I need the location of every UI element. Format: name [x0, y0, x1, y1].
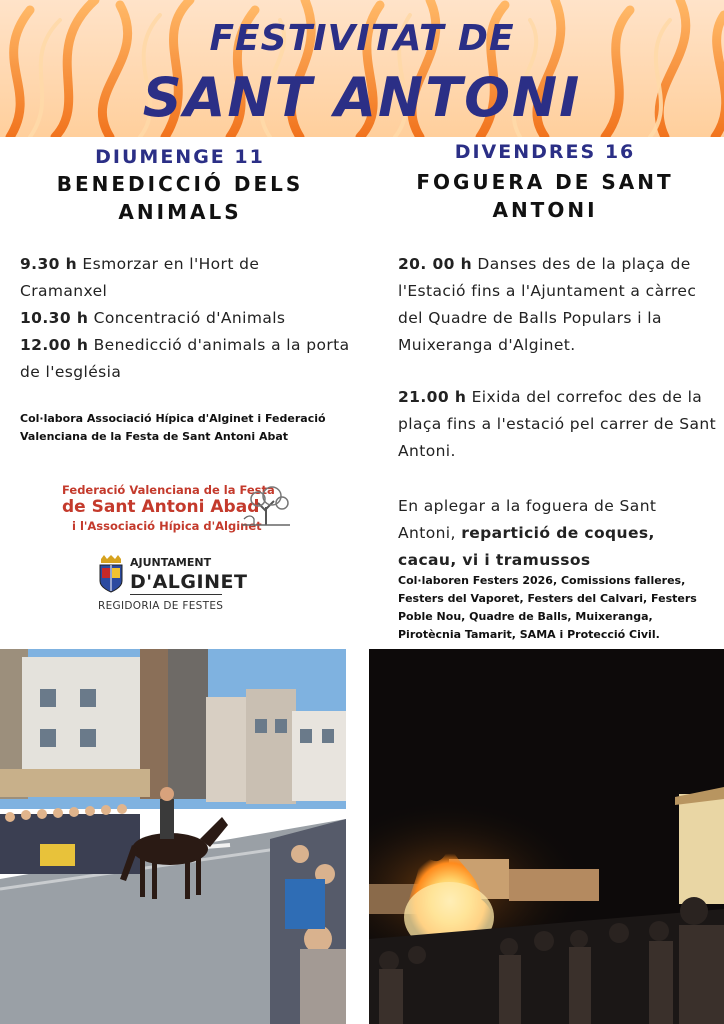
- schedule-text: Esmorzar en l'Hort de Cramanxel: [20, 255, 260, 300]
- schedule-item: [20, 305, 350, 332]
- left-schedule: [20, 251, 350, 386]
- right-distribution-text: [398, 493, 718, 574]
- right-schedule-item: [398, 251, 718, 359]
- title-line-2: SANT ANTONI: [142, 66, 582, 129]
- schedule-item: [20, 251, 350, 305]
- header-banner: [0, 0, 724, 137]
- schedule-text: Concentració d'Animals: [93, 309, 286, 327]
- federation-logo-line3: i l'Associació Hípica d'Alginet: [72, 519, 262, 533]
- right-event-title: [385, 168, 705, 224]
- horse-parade-photo: [0, 649, 346, 1024]
- federation-logo-line1: Federació Valenciana de la Festa: [62, 483, 275, 497]
- right-schedule-item: [398, 384, 718, 465]
- left-day-heading: DIUMENGE 11: [95, 146, 265, 168]
- left-collaboration-note: Col·labora Associació Hípica d'Alginet i Federació Valenciana de la Festa de Sant Antoni Abat: [20, 412, 326, 443]
- street-scene-illustration: [0, 649, 346, 1024]
- left-event-title: [20, 170, 340, 226]
- schedule-time: 21.00 h: [398, 388, 467, 406]
- schedule-text: Eixida del correfoc des de la plaça fins a l'estació pel carrer de Sant Antoni.: [398, 388, 717, 460]
- schedule-time: 10.30 h: [20, 309, 89, 327]
- schedule-time: 12.00 h: [20, 336, 89, 354]
- right-event-title-line2: ANTONI: [492, 198, 598, 222]
- left-event-title-line2: ANIMALS: [118, 200, 242, 224]
- bonfire-scene-illustration: [369, 649, 724, 1024]
- schedule-time: 20. 00 h: [398, 255, 473, 273]
- right-day-heading: DIVENDRES 16: [454, 141, 636, 163]
- title-line-1: FESTIVITAT DE: [209, 18, 515, 59]
- federation-logo: [62, 483, 294, 535]
- schedule-time: 9.30 h: [20, 255, 78, 273]
- tree-icon: [238, 485, 294, 527]
- ajuntament-logo-divider: [130, 594, 222, 595]
- bonfire-photo: [369, 649, 724, 1024]
- ajuntament-logo-line1: AJUNTAMENT: [130, 556, 212, 569]
- schedule-text: Benedicció d'animals a la porta de l'església: [20, 336, 350, 381]
- schedule-text: Danses des de la plaça de l'Estació fins a l'Ajuntament a càrrec del Quadre de Balls Populars i la Muixeranga d'Alginet.: [398, 255, 697, 354]
- federation-logo-line2: de Sant Antoni Abad: [62, 497, 260, 517]
- ajuntament-logo-line3: REGIDORIA DE FESTES: [98, 600, 224, 612]
- distribution-intro: En aplegar a la foguera de Sant Antoni,: [398, 497, 657, 542]
- coat-of-arms-icon: [98, 555, 124, 593]
- schedule-item: [20, 332, 350, 386]
- left-event-title-line1: BENEDICCIÓ DELS: [56, 172, 304, 196]
- right-event-title-line1: FOGUERA DE SANT: [416, 170, 674, 194]
- distribution-items: repartició de coques, cacau, vi i tramussos: [398, 524, 655, 569]
- right-collaboration-note: Col·laboren Festers 2026, Comissions falleres, Festers del Vaporet, Festers del Calvari, Festers Poble Nou, Quadre de Balls, Muixeranga, Pirotècnia Tamarit, SAMA i Protecció Civil.: [398, 574, 697, 641]
- ajuntament-logo-line2: D'ALGINET: [130, 571, 248, 593]
- ajuntament-logo: [98, 553, 248, 615]
